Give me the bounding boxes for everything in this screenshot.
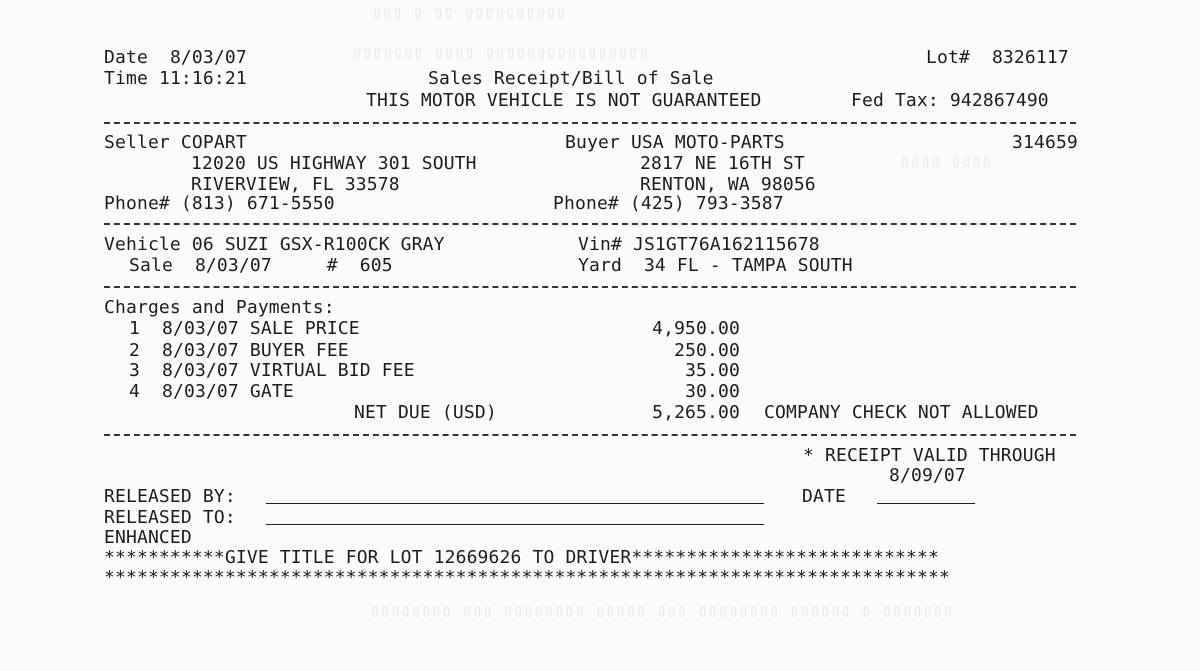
fed-tax-line: [851, 91, 1049, 111]
buyer-address-2: RENTON, WA 98056: [640, 174, 816, 195]
payment-note: COMPANY CHECK NOT ALLOWED: [764, 402, 1039, 423]
receipt-time: 11:16:21: [158, 68, 247, 89]
vehicle-label: Vehicle: [104, 234, 181, 255]
net-due-amount: 5,265.00: [652, 402, 740, 423]
charges-heading: Charges and Payments:: [104, 297, 335, 318]
guarantee-disclaimer: THIS MOTOR VEHICLE IS NOT GUARANTEED: [366, 90, 762, 111]
released-by-label: RELEASED BY:: [104, 486, 236, 507]
dashed-divider: [104, 286, 1076, 288]
date-signature-line: [877, 503, 975, 504]
seller-name: COPART: [180, 132, 247, 153]
yard-name: 34 FL - TAMPA SOUTH: [643, 255, 853, 276]
buyer-phone: (425) 793-3587: [629, 193, 784, 214]
receipt-valid-date: 8/09/07: [889, 465, 966, 486]
charge-amount-2: 250.00: [674, 340, 740, 361]
date-line: [104, 48, 247, 68]
released-by-signature-line: [266, 503, 764, 504]
sale-label: Sale: [129, 255, 173, 276]
lot-label: Lot#: [926, 47, 970, 68]
charge-row-1: [129, 319, 360, 339]
charge-date: 8/03/07: [161, 340, 239, 361]
vin-line: [578, 235, 820, 255]
yard-label: Yard: [578, 255, 622, 276]
buyer-phone-label: Phone#: [553, 193, 619, 214]
fed-tax-number: 942867490: [949, 90, 1049, 111]
time-label: Time: [104, 68, 148, 89]
charge-row-3: [129, 361, 415, 381]
lot-number: 8326117: [991, 47, 1069, 68]
seller-address-2: RIVERVIEW, FL 33578: [191, 174, 400, 195]
charge-date: 8/03/07: [161, 360, 239, 381]
buyer-name: USA MOTO-PARTS: [630, 132, 785, 153]
charge-num: 1: [129, 318, 140, 339]
bleed-through-texture: ▯▯▯▯▯▯▯▯ ▯▯▯ ▯▯▯▯▯▯▯▯ ▯▯▯▯▯ ▯▯▯ ▯▯▯▯▯▯▯▯ ▯▯▯▯▯▯ ▯ ▯▯▯▯▯▯▯: [370, 602, 954, 622]
date-field-label: DATE: [802, 486, 846, 507]
title-instruction-line: ***********GIVE TITLE FOR LOT 12669626 TO DRIVER****************************: [104, 547, 940, 568]
charge-amount-3: 35.00: [685, 360, 740, 381]
vehicle-line: [104, 235, 445, 255]
vin-number: JS1GT76A162115678: [632, 234, 820, 255]
sale-line: [129, 256, 393, 276]
bleed-through-texture: ▯▯▯ ▯ ▯▯ ▯▯▯▯▯▯▯▯▯▯: [372, 4, 567, 24]
released-to-label: RELEASED TO:: [104, 507, 236, 528]
dashed-divider: [104, 434, 1076, 436]
bleed-through-texture: ▯▯▯▯ ▯▯▯▯: [900, 152, 993, 172]
released-to-signature-line: [266, 524, 764, 525]
document-title: Sales Receipt/Bill of Sale: [428, 68, 714, 89]
charge-row-4: [129, 382, 294, 402]
charge-desc: VIRTUAL BID FEE: [249, 360, 415, 381]
charge-desc: SALE PRICE: [249, 318, 360, 339]
seller-line: [104, 133, 247, 153]
buyer-address-1: 2817 NE 16TH ST: [640, 153, 805, 174]
vehicle-description: 06 SUZI GSX-R100CK GRAY: [191, 234, 445, 255]
bleed-through-texture: ▯▯▯▯▯▯▯ ▯▯▯▯ ▯▯▯▯▯▯▯▯▯▯▯▯▯▯▯▯: [352, 44, 649, 64]
fed-tax-label: Fed Tax:: [851, 90, 939, 111]
charge-amount-1: 4,950.00: [652, 318, 740, 339]
lot-line: [926, 48, 1069, 68]
charge-date: 8/03/07: [161, 318, 239, 339]
buyer-number: 314659: [1012, 132, 1078, 153]
charge-desc: GATE: [249, 381, 294, 402]
net-due-label: NET DUE (USD): [354, 402, 497, 423]
dashed-divider: [104, 223, 1076, 225]
yard-line: [578, 256, 853, 276]
charge-num: 4: [129, 381, 140, 402]
charge-desc: BUYER FEE: [249, 340, 349, 361]
charge-amount-4: 30.00: [685, 381, 740, 402]
sale-number-label: #: [326, 255, 338, 276]
star-border-line: *****************************************************************************: [104, 567, 950, 588]
charge-num: 2: [129, 340, 140, 361]
seller-phone-label: Phone#: [104, 193, 170, 214]
receipt-date: 8/03/07: [169, 47, 247, 68]
seller-phone-line: [104, 194, 335, 214]
buyer-label: Buyer: [565, 132, 620, 153]
date-label: Date: [104, 47, 148, 68]
seller-address-1: 12020 US HIGHWAY 301 SOUTH: [191, 153, 477, 174]
receipt-valid-label: * RECEIPT VALID THROUGH: [803, 445, 1056, 466]
buyer-phone-line: [553, 194, 784, 214]
time-line: [104, 69, 247, 89]
buyer-line: [565, 133, 785, 153]
sale-number: 605: [359, 255, 393, 276]
sale-date: 8/03/07: [194, 255, 272, 276]
charge-num: 3: [129, 360, 140, 381]
charge-row-2: [129, 341, 349, 361]
dashed-divider: [104, 122, 1076, 124]
seller-phone: (813) 671-5550: [180, 193, 335, 214]
vin-label: Vin#: [578, 234, 622, 255]
charge-date: 8/03/07: [161, 381, 239, 402]
enhanced-label: ENHANCED: [104, 527, 192, 548]
seller-label: Seller: [104, 132, 170, 153]
